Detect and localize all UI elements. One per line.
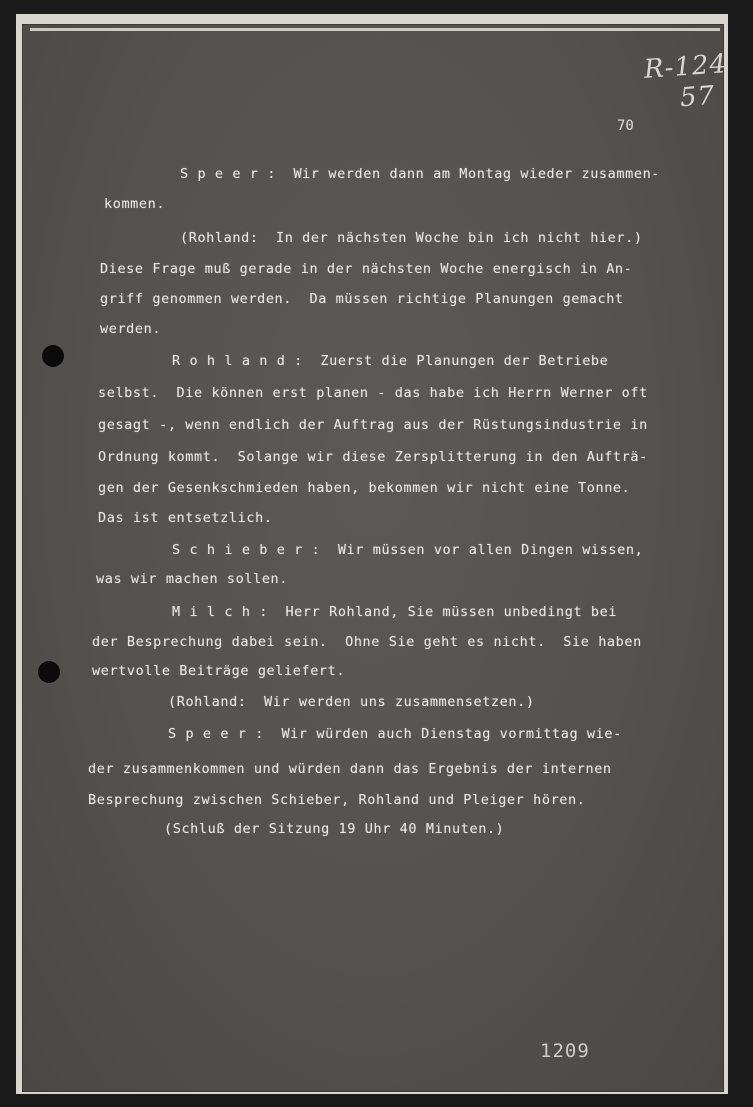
text-line: S p e e r : Wir werden dann am Montag wieder zusammen- xyxy=(180,166,661,182)
text-line: Diese Frage muß gerade in der nächsten Woche energisch in An- xyxy=(100,261,633,277)
punch-hole-bottom xyxy=(38,661,60,683)
page-number: 70 xyxy=(617,118,634,134)
top-edge-line xyxy=(30,28,720,31)
text-line: griff genommen werden. Da müssen richtige Planungen gemacht xyxy=(100,291,624,307)
text-line: wertvolle Beiträge geliefert. xyxy=(92,663,346,679)
text-line: werden. xyxy=(100,321,162,337)
text-line: S p e e r : Wir würden auch Dienstag vormittag wie- xyxy=(168,726,622,742)
text-line: R o h l a n d : Zuerst die Planungen der Betriebe xyxy=(172,353,609,369)
text-line: gesagt -, wenn endlich der Auftrag aus der Rüstungsindustrie in xyxy=(98,417,648,433)
text-line: S c h i e b e r : Wir müssen vor allen Dingen wissen, xyxy=(172,542,644,558)
text-line: kommen. xyxy=(104,196,166,212)
text-line: Ordnung kommt. Solange wir diese Zersplitterung in den Aufträ- xyxy=(98,449,648,465)
document-number: 1209 xyxy=(540,1040,590,1062)
text-line: gen der Gesenkschmieden haben, bekommen wir nicht eine Tonne. xyxy=(98,480,631,496)
text-line: M i l c h : Herr Rohland, Sie müssen unbedingt bei xyxy=(172,604,618,620)
punch-hole-top xyxy=(42,345,64,367)
document-page xyxy=(22,24,724,1092)
handwritten-reference: R-124 xyxy=(643,49,728,85)
text-line: selbst. Die können erst planen - das habe ich Herrn Werner oft xyxy=(98,385,648,401)
text-line: (Schluß der Sitzung 19 Uhr 40 Minuten.) xyxy=(164,821,505,837)
text-line: (Rohland: In der nächsten Woche bin ich nicht hier.) xyxy=(180,230,643,246)
text-line: was wir machen sollen. xyxy=(96,571,289,587)
handwritten-page-count: 57 xyxy=(678,80,717,114)
text-line: der Besprechung dabei sein. Ohne Sie geht es nicht. Sie haben xyxy=(92,634,642,650)
text-line: (Rohland: Wir werden uns zusammensetzen.) xyxy=(168,694,535,710)
text-line: Das ist entsetzlich. xyxy=(98,510,273,526)
text-line: der zusammenkommen und würden dann das Ergebnis der internen xyxy=(88,761,612,777)
text-line: Besprechung zwischen Schieber, Rohland und Pleiger hören. xyxy=(88,792,586,808)
